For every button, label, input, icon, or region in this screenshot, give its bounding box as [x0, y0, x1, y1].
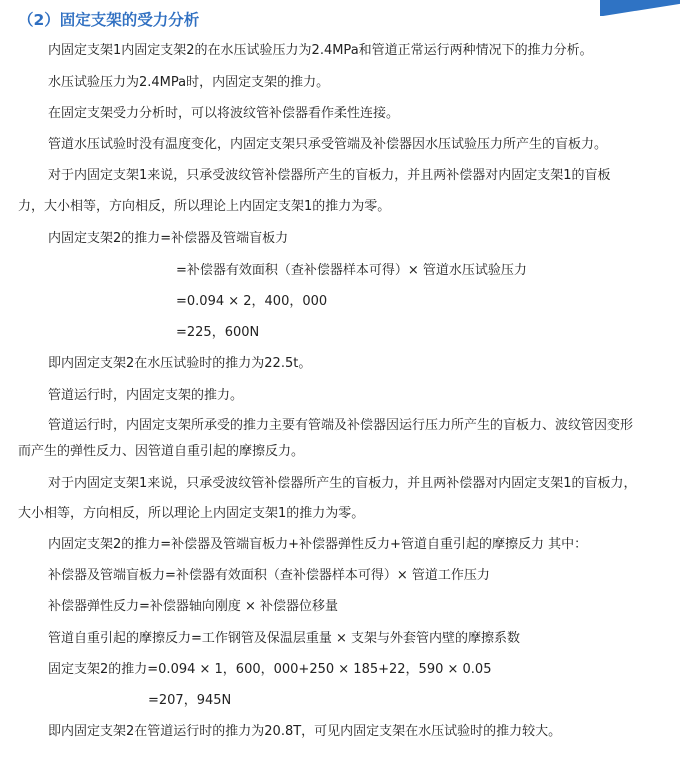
formula-line: =补偿器有效面积（查补偿器样本可得）× 管道水压试验压力 [176, 263, 527, 278]
corner-decoration [600, 0, 680, 16]
formula-line: 管道自重引起的摩擦反力=工作钢管及保温层重量 × 支架与外套管内壁的摩擦系数 [48, 631, 521, 646]
paragraph-line: 而产生的弹性反力、因管道自重引起的摩擦反力。 [18, 444, 305, 459]
formula-line: 补偿器弹性反力=补偿器轴向刚度 × 补偿器位移量 [48, 599, 339, 614]
paragraph-line: 即内固定支架2在水压试验时的推力为22.5t。 [48, 356, 312, 371]
formula-line: 固定支架2的推力=0.094 × 1，600，000+250 × 185+22，590 × 0.05 [48, 662, 492, 677]
formula-line: =207，945N [148, 693, 232, 708]
paragraph-line: 管道水压试验时没有温度变化，内固定支架只承受管端及补偿器因水压试验压力所产生的盲板力。 [48, 137, 608, 152]
formula-line: 内固定支架2的推力=补偿器及管端盲板力+补偿器弹性反力+管道自重引起的摩擦反力 其中： [48, 537, 588, 552]
paragraph-line: 水压试验压力为2.4MPa时，内固定支架的推力。 [48, 75, 330, 90]
formula-line: =225，600N [176, 325, 260, 340]
paragraph-line: 对于内固定支架1来说，只承受波纹管补偿器所产生的盲板力，并且两补偿器对内固定支架1的盲板 [48, 168, 611, 183]
paragraph-line: 管道运行时，内固定支架所承受的推力主要有管端及补偿器因运行压力所产生的盲板力、波纹管因变形 [48, 418, 634, 433]
formula-line: 补偿器及管端盲板力=补偿器有效面积（查补偿器样本可得）× 管道工作压力 [48, 568, 490, 583]
paragraph-line: 力，大小相等，方向相反，所以理论上内固定支架1的推力为零。 [18, 199, 391, 214]
paragraph-line: 在固定支架受力分析时，可以将波纹管补偿器看作柔性连接。 [48, 106, 400, 121]
paragraph-line: 大小相等，方向相反，所以理论上内固定支架1的推力为零。 [18, 506, 365, 521]
paragraph-line: 对于内固定支架1来说，只承受波纹管补偿器所产生的盲板力，并且两补偿器对内固定支架1的盲板力， [48, 476, 637, 491]
formula-line: 内固定支架2的推力=补偿器及管端盲板力 [48, 231, 289, 246]
formula-line: =0.094 × 2，400，000 [176, 294, 328, 309]
paragraph-line: 内固定支架1内固定支架2的在水压试验压力为2.4MPa和管道正常运行两种情况下的推力分析。 [48, 43, 593, 58]
section-heading: （2）固定支架的受力分析 [18, 11, 200, 29]
paragraph-line: 即内固定支架2在管道运行时的推力为20.8T，可见内固定支架在水压试验时的推力较大。 [48, 724, 562, 739]
paragraph-line: 管道运行时，内固定支架的推力。 [48, 388, 244, 403]
